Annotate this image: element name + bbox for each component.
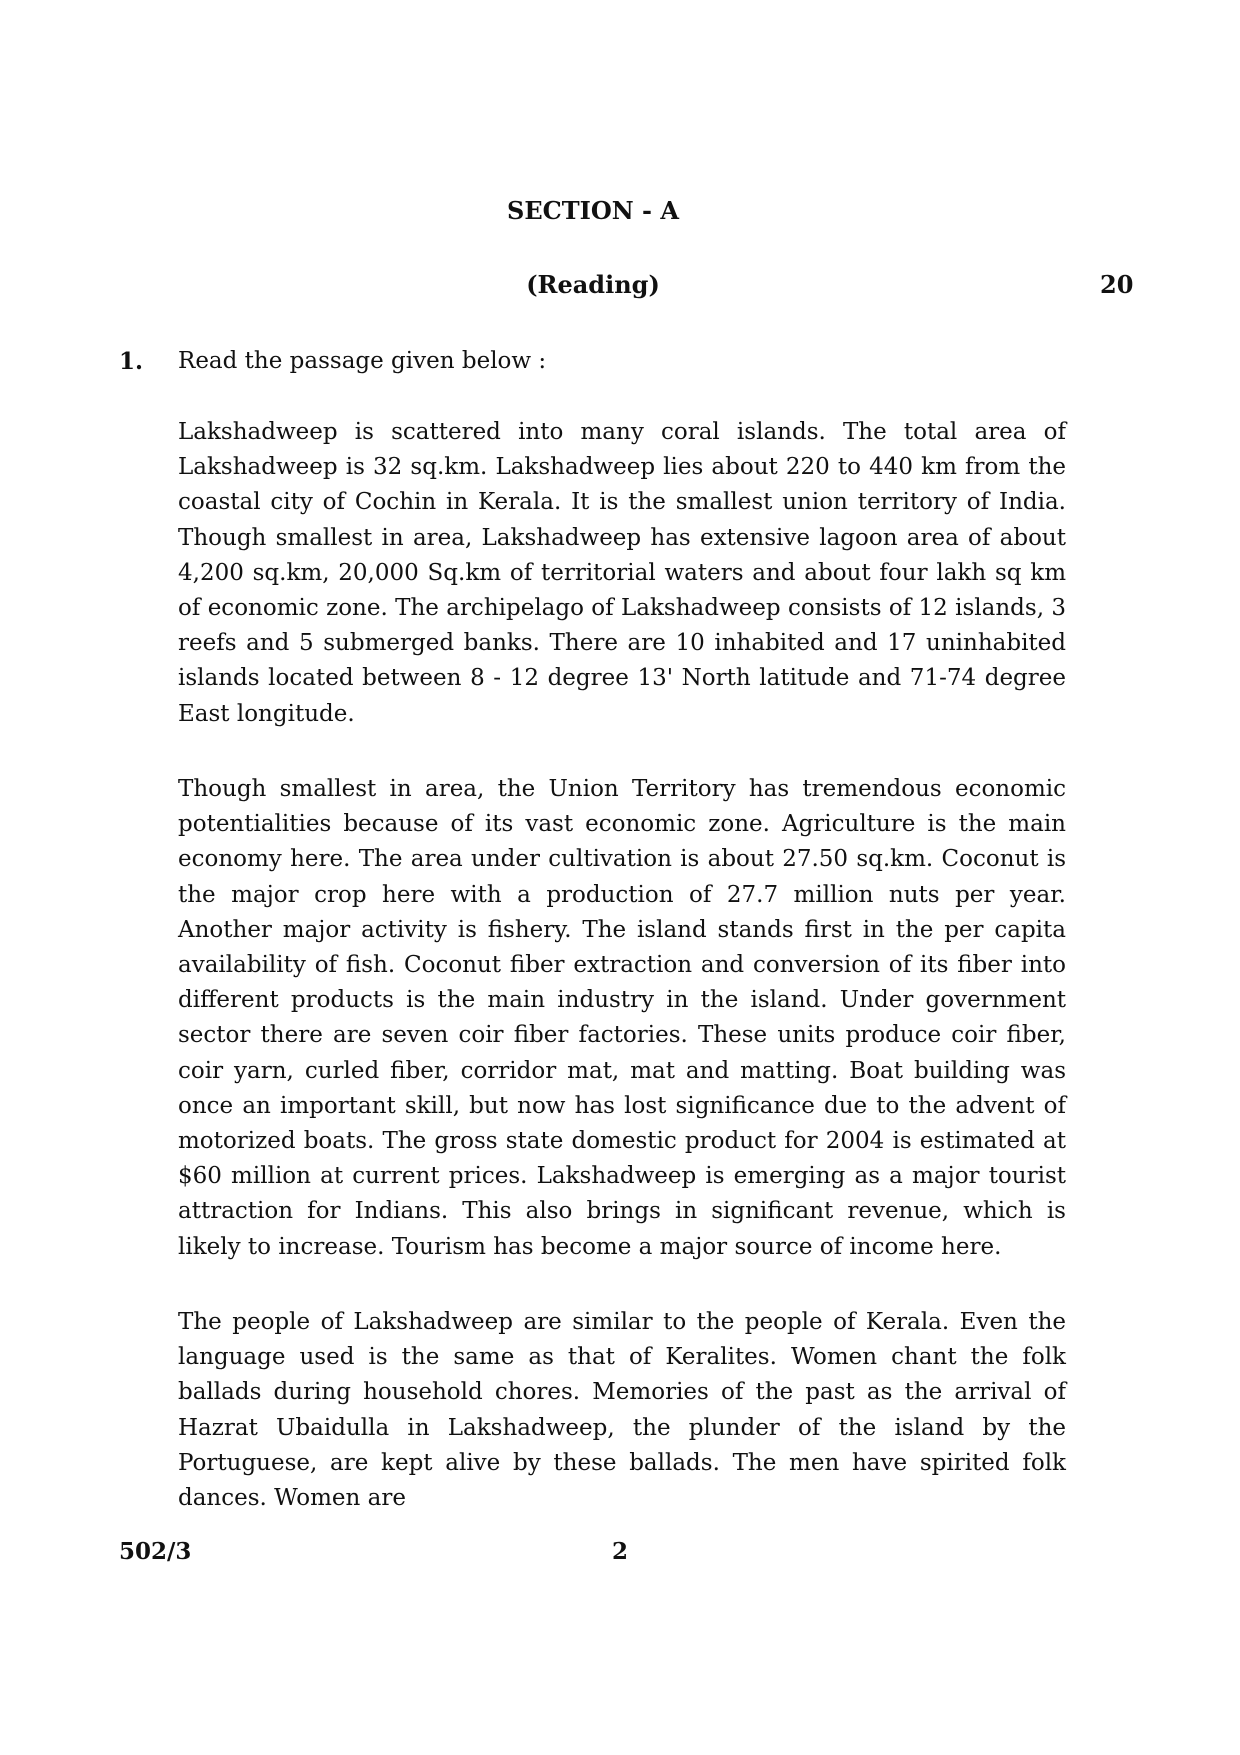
question-number: 1. <box>119 348 144 375</box>
section-title: SECTION - A <box>507 196 679 225</box>
passage-paragraph-3: The people of Lakshadweep are similar to the people of Kerala. Even the language used is the same as that of Keralites. Women chant the folk ballads during household chores. Memories of the past as the arrival of Hazrat Ubaidulla in Lakshadweep, the plunder of the island by the Portuguese, are kept alive by these ballads. The men have spirited folk dances. Women are <box>178 1309 1066 1512</box>
paper-code: 502/3 <box>119 1538 192 1565</box>
question-prompt: Read the passage given below : <box>178 348 547 374</box>
marks-label: 20 <box>1100 270 1134 299</box>
subsection-title: (Reading) <box>526 270 660 299</box>
passage-paragraph-2: Though smallest in area, the Union Territory has tremendous economic potentialities because of its vast economic zone. Agriculture is the main economy here. The area under cultivation is about 27.50 sq.km. Coconut is the major crop here with a production of 27.7 million nuts per year. Another major activity is fishery. The island stands first in the per capita availability of fish. Coconut fiber extraction and conversion of its fiber into different products is the main industry in the island. Under government sector there are seven coir fiber factories. These units produce coir fiber, coir yarn, curled fiber, corridor mat, mat and matting. Boat building was once an important skill, but now has lost significance due to the advent of motorized boats. The gross state domestic product for 2004 is estimated at $60 million at current prices. Lakshadweep is emerging as a major tourist attraction for Indians. This also brings in significant revenue, which is likely to increase. Tourism has become a major source of income here. <box>178 776 1066 1260</box>
page-number: 2 <box>611 1538 628 1565</box>
passage-paragraph-1: Lakshadweep is scattered into many coral islands. The total area of Lakshadweep is 32 sq.km. Lakshadweep lies about 220 to 440 km from the coastal city of Cochin in Kerala. It is the smallest union territory of India. Though smallest in area, Lakshadweep has extensive lagoon area of about 4,200 sq.km, 20,000 Sq.km of territorial waters and about four lakh sq km of economic zone. The archipelago of Lakshadweep consists of 12 islands, 3 reefs and 5 submerged banks. There are 10 inhabited and 17 uninhabited islands located between 8 - 12 degree 13' North latitude and 71-74 degree East longitude. <box>178 419 1066 727</box>
